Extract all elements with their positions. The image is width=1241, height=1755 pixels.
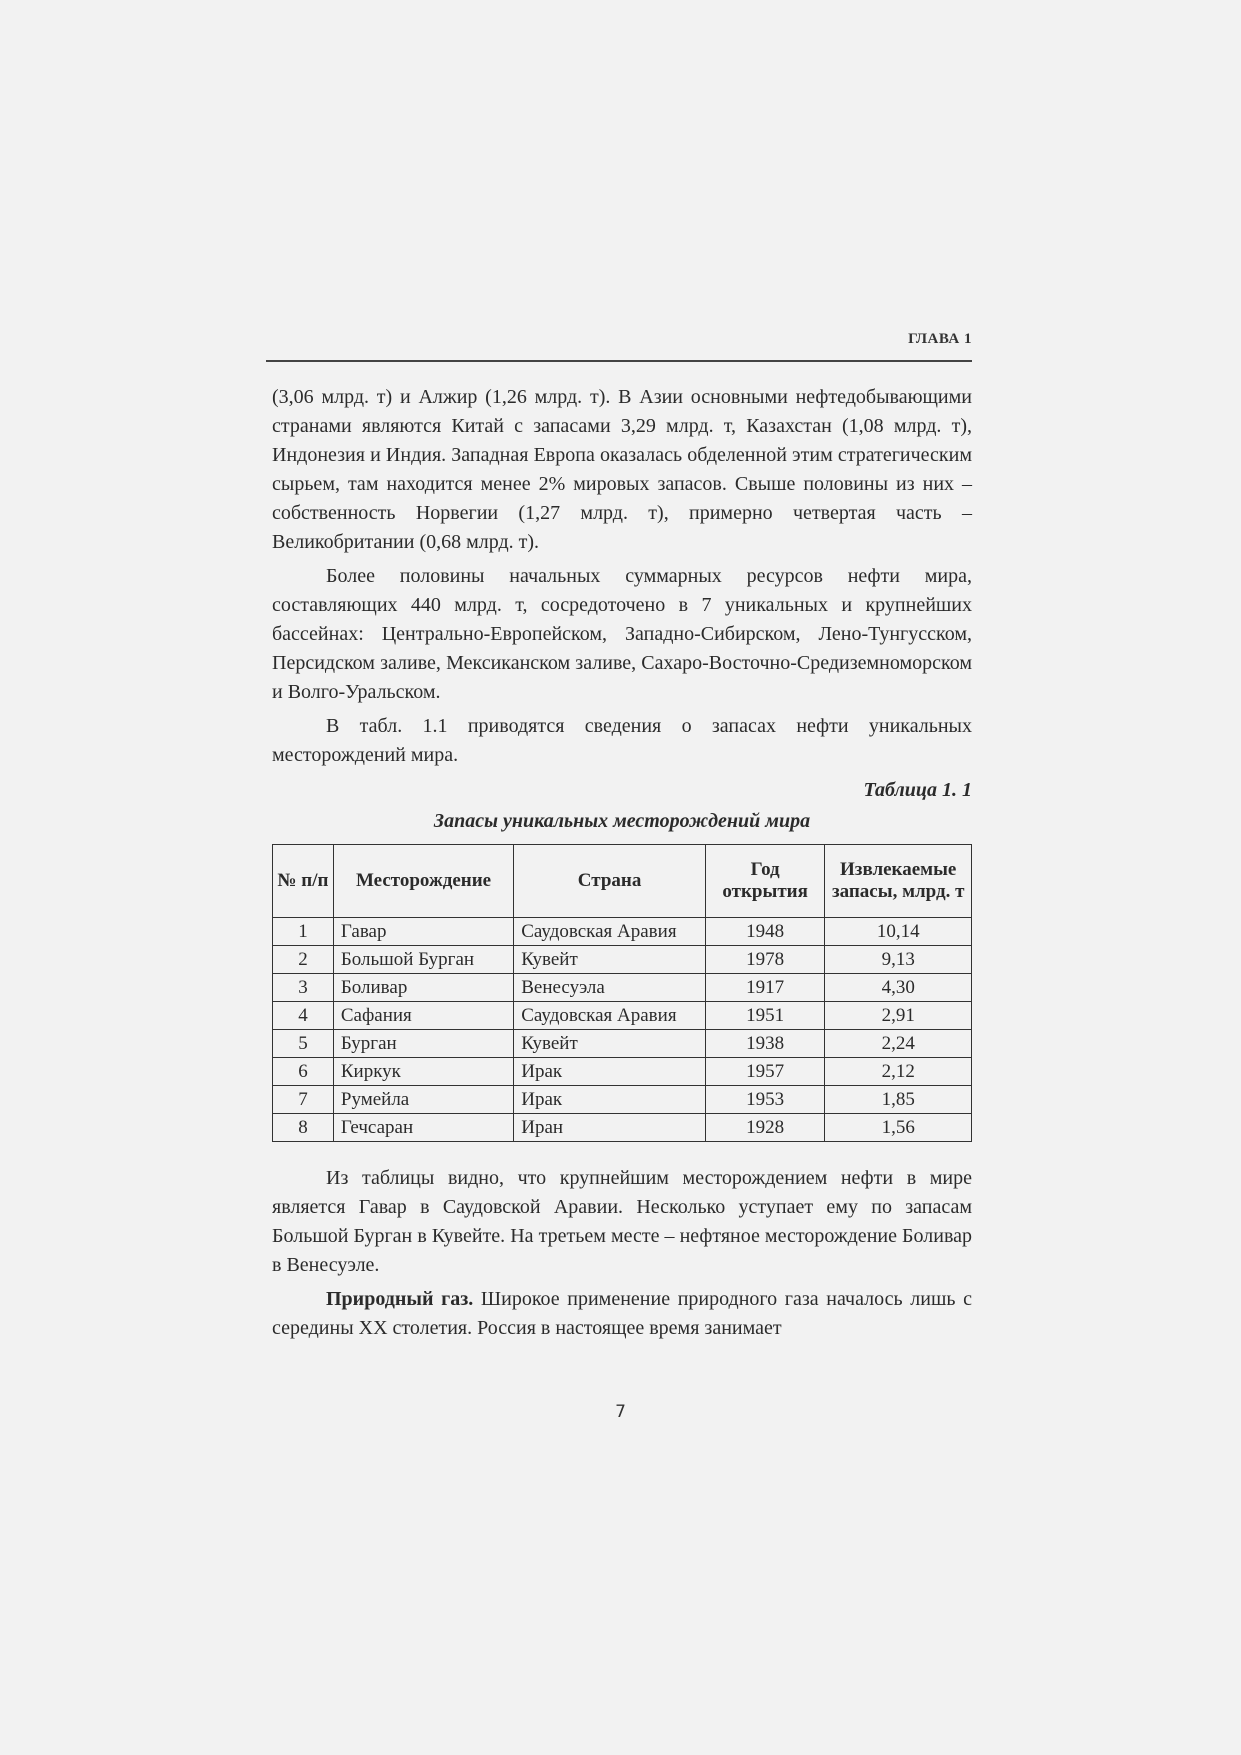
table-label: Таблица 1. 1	[863, 779, 972, 801]
cell-num: 5	[273, 1030, 334, 1058]
cell-field: Большой Бурган	[333, 946, 513, 974]
cell-country: Венесуэла	[514, 974, 706, 1002]
cell-field: Гавар	[333, 918, 513, 946]
section-lead-natural-gas: Природный газ.	[326, 1288, 474, 1310]
cell-num: 4	[273, 1002, 334, 1030]
body-text	[272, 383, 972, 1343]
cell-country: Саудовская Аравия	[514, 1002, 706, 1030]
paragraph-continuation: (3,06 млрд. т) и Алжир (1,26 млрд. т). В Азии основными нефтедобывающими странами являются Китай с запасами 3,29 млрд. т, Казахстан (1,08 млрд. т), Индонезия и Индия. Западная Европа оказалась обделенной этим стратегическим сырьем, там находится менее 2% мировых запасов. Свыше половины из них – собственность Норвегии (1,27 млрд. т), примерно четвертая часть – Великобритании (0,68 млрд. т).	[272, 386, 972, 553]
paragraph-table-intro: В табл. 1.1 приводятся сведения о запасах нефти уникальных месторождений мира.	[272, 715, 972, 766]
cell-country: Саудовская Аравия	[514, 918, 706, 946]
cell-year: 1917	[705, 974, 825, 1002]
cell-reserves: 9,13	[825, 946, 972, 974]
paragraph-natural-gas	[272, 1285, 972, 1343]
cell-year: 1978	[705, 946, 825, 974]
table-header-row	[273, 845, 972, 918]
table-row	[273, 946, 972, 974]
cell-country: Кувейт	[514, 1030, 706, 1058]
cell-country: Ирак	[514, 1058, 706, 1086]
cell-field: Гечсаран	[333, 1114, 513, 1142]
cell-country: Кувейт	[514, 946, 706, 974]
cell-field: Сафания	[333, 1002, 513, 1030]
table-row	[273, 918, 972, 946]
cell-num: 2	[273, 946, 334, 974]
table-caption: Запасы уникальных месторождений мира	[433, 810, 811, 832]
natural-gas-text: Широкое применение природного газа началось лишь с середины XX столетия. Россия в настоящее время занимает	[272, 1288, 972, 1339]
table-row	[273, 1002, 972, 1030]
cell-reserves: 2,12	[825, 1058, 972, 1086]
table-row	[273, 1086, 972, 1114]
header-reserves: Извлекаемые запасы, млрд. т	[825, 845, 972, 918]
header-field: Месторождение	[333, 845, 513, 918]
table-row	[273, 1058, 972, 1086]
cell-year: 1953	[705, 1086, 825, 1114]
cell-field: Румейла	[333, 1086, 513, 1114]
cell-num: 8	[273, 1114, 334, 1142]
cell-year: 1928	[705, 1114, 825, 1142]
table-row	[273, 974, 972, 1002]
header-num: № п/п	[273, 845, 334, 918]
cell-year: 1938	[705, 1030, 825, 1058]
cell-year: 1948	[705, 918, 825, 946]
cell-num: 7	[273, 1086, 334, 1114]
cell-country: Иран	[514, 1114, 706, 1142]
cell-year: 1957	[705, 1058, 825, 1086]
cell-field: Боливар	[333, 974, 513, 1002]
cell-reserves: 4,30	[825, 974, 972, 1002]
table-row	[273, 1030, 972, 1058]
paragraph-conclusion: Из таблицы видно, что крупнейшим месторождением нефти в мире является Гавар в Саудовской Аравии. Несколько уступает ему по запасам Большой Бурган в Кувейте. На третьем месте – нефтяное месторождение Боливар в Венесуэле.	[272, 1167, 972, 1276]
cell-num: 3	[273, 974, 334, 1002]
reserves-table	[272, 844, 972, 1142]
header-country: Страна	[514, 845, 706, 918]
cell-num: 6	[273, 1058, 334, 1086]
header-rule	[266, 360, 972, 362]
paragraph-basins: Более половины начальных суммарных ресурсов нефти мира, составляющих 440 млрд. т, сосредоточено в 7 уникальных и крупнейших бассейнах: Центрально-Европейском, Западно-Сибирском, Лено-Тунгусском, Персидском заливе, Мексиканском заливе, Сахаро-Восточно-Средиземноморском и Волго-Уральском.	[272, 565, 972, 703]
table-row	[273, 1114, 972, 1142]
cell-field: Киркук	[333, 1058, 513, 1086]
cell-num: 1	[273, 918, 334, 946]
running-head: ГЛАВА 1	[908, 331, 972, 347]
cell-reserves: 1,85	[825, 1086, 972, 1114]
cell-reserves: 2,91	[825, 1002, 972, 1030]
header-year: Год открытия	[705, 845, 825, 918]
cell-reserves: 10,14	[825, 918, 972, 946]
cell-year: 1951	[705, 1002, 825, 1030]
cell-country: Ирак	[514, 1086, 706, 1114]
page-number: 7	[615, 1402, 626, 1422]
cell-reserves: 1,56	[825, 1114, 972, 1142]
cell-reserves: 2,24	[825, 1030, 972, 1058]
cell-field: Бурган	[333, 1030, 513, 1058]
